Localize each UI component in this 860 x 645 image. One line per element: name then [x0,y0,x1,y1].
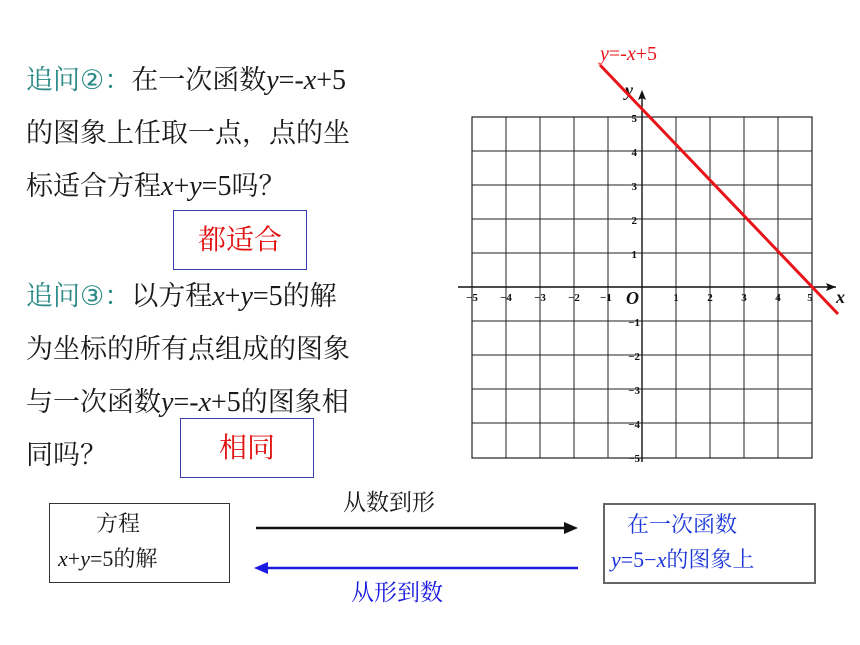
question-2-line-3: 标适合方程x+y=5吗？ [26,171,286,202]
x-tick: −4 [500,292,512,304]
x-tick-labels [466,292,813,304]
function-box-line-2: y=5−x的图象上 [611,547,755,573]
y-tick: −4 [628,419,640,431]
question-3-line-2: 为坐标的所有点组成的图象 [26,334,350,365]
equation-expression: x+y=5 [212,281,283,312]
question-3-line-3: 与一次函数y=-x+5的图象相 [26,387,349,418]
equation-solution-box [49,503,230,583]
question-3-prefix: 追问③： [26,281,132,312]
x-tick: −2 [568,292,580,304]
label-shape-to-number: 从形到数 [351,580,443,606]
question-3-line-1: 追问③：以方程x+y=5的解 [26,281,337,312]
function-expression: y=-x+5 [266,65,347,96]
axes [458,92,836,462]
y-tick: −1 [628,317,640,329]
function-box-line-1: 在一次函数 [627,513,738,538]
y-tick: −2 [628,351,640,363]
x-tick: 2 [707,292,713,304]
question-2-line-2: 的图象上任取一点，点的坐 [26,118,350,149]
equation-box-line-1: 方程 [96,512,141,537]
question-3-line-4: 同吗？ [26,440,107,471]
answer-same: 相同 [180,418,314,478]
y-tick: 4 [631,147,637,159]
x-tick: 1 [673,292,679,304]
x-tick: −3 [534,292,546,304]
y-tick: 5 [631,113,637,125]
y-tick: 3 [631,181,637,193]
y-tick: −3 [628,385,640,397]
y-tick: 2 [631,215,637,227]
function-line-label: y=-x+5 [600,43,658,65]
label-number-to-shape: 从数到形 [343,490,435,516]
function-graph-box [603,503,816,584]
equation-box-line-2: x+y=5的解 [58,546,158,572]
y-axis-label: y [625,80,633,100]
x-tick: −1 [600,292,612,304]
answer-all-fit: 都适合 [173,210,307,270]
y-tick: 1 [631,249,637,261]
question-2-text-1: 在一次函数 [131,65,267,96]
origin-label: O [626,288,639,308]
function-expression: y=-x+5 [161,387,241,418]
y-tick: −5 [628,453,640,465]
x-tick: 3 [741,292,747,304]
question-2-prefix: 追问②： [26,65,132,96]
x-tick: −5 [466,292,478,304]
x-axis-label: x [836,287,845,307]
x-tick: 5 [807,292,813,304]
x-tick: 4 [775,292,781,304]
equation-expression: x+y=5 [161,171,232,202]
